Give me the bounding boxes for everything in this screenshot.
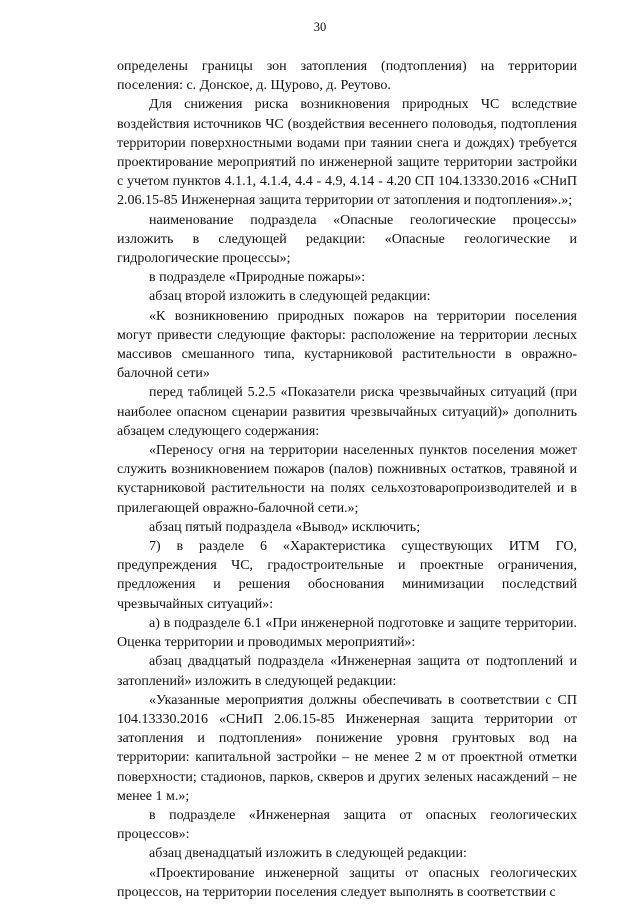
paragraph: 7) в разделе 6 «Характеристика существующих ИТМ ГО, предупреждения ЧС, градостроительные и проектные ограничения, предложения и решения обоснования минимизации последствий чрезвычайных ситуаций»:: [117, 539, 577, 612]
document-body: [117, 57, 577, 902]
paragraph: Для снижения риска возникновения природных ЧС вследствие воздействия источников ЧС (воздействия весеннего половодья, подтопления территории поверхностными водами при таянии снега и дождях) требуется проектирование мероприятий по инженерной защите территории застройки с учетом пунктов 4.1.1, 4.1.4, 4.4 - 4.9, 4.14 - 4.20 СП 104.13330.2016 «СНиП 2.06.15-85 Инженерная защита территории от затопления и подтопления».»;: [117, 97, 577, 209]
paragraph: «Переносу огня на территории населенных пунктов поселения может служить возникновением пожаров (палов) пожнивных остатков, травяной и кустарниковой растительности на полях сельхозтоваропроизводителей и в прилегающей овражно-балочной сети.»;: [117, 443, 577, 516]
paragraph: «Указанные мероприятия должны обеспечивать в соответствии с СП 104.13330.2016 «СНиП 2.06.15-85 Инженерная защита территории от затопления и подтопления» понижение уровня грунтовых вод на территории: капитальной застройки – не менее 2 м от проектной отметки поверхности; стадионов, парков, скверов и других зеленых насаждений – не менее 1 м.»;: [117, 692, 577, 804]
page-number: 30: [313, 20, 327, 34]
paragraph: «К возникновению природных пожаров на территории поселения могут привести следующие факторы: расположение на территории лесных массивов смешанного типа, кустарниковой растительности в овражно-балочной сети»: [117, 308, 577, 382]
paragraph: в подразделе «Инженерная защита от опасных геологических процессов»:: [117, 807, 577, 843]
paragraph: абзац второй изложить в следующей редакции:: [149, 289, 431, 305]
paragraph: абзац пятый подраздела «Вывод» исключить;: [149, 519, 421, 535]
paragraph: в подразделе «Природные пожары»:: [149, 270, 366, 286]
paragraph: абзац двадцатый подраздела «Инженерная защита от подтоплений и затоплений» изложить в следующей редакции:: [117, 654, 577, 689]
paragraph: абзац двенадцатый изложить в следующей редакции:: [149, 846, 467, 862]
paragraph: «Проектирование инженерной защиты от опасных геологических процессов, на территории поселения следует выполнять в соответствии с: [117, 865, 577, 900]
paragraph: наименование подраздела «Опасные геологические процессы» изложить в следующей редакции: «Опасные геологические и гидрологические процессы»;: [117, 212, 577, 267]
paragraph: перед таблицей 5.2.5 «Показатели риска чрезвычайных ситуаций (при наиболее опасном сценарии развития чрезвычайных ситуаций)» дополнить абзацем следующего содержания:: [117, 385, 577, 439]
paragraph: определены границы зон затопления (подтопления) на территории поселения: с. Донское, д. Щурово, д. Реутово.: [117, 59, 577, 94]
paragraph: а) в подразделе 6.1 «При инженерной подготовке и защите территории. Оценка территории и проводимых мероприятий»:: [117, 615, 577, 651]
